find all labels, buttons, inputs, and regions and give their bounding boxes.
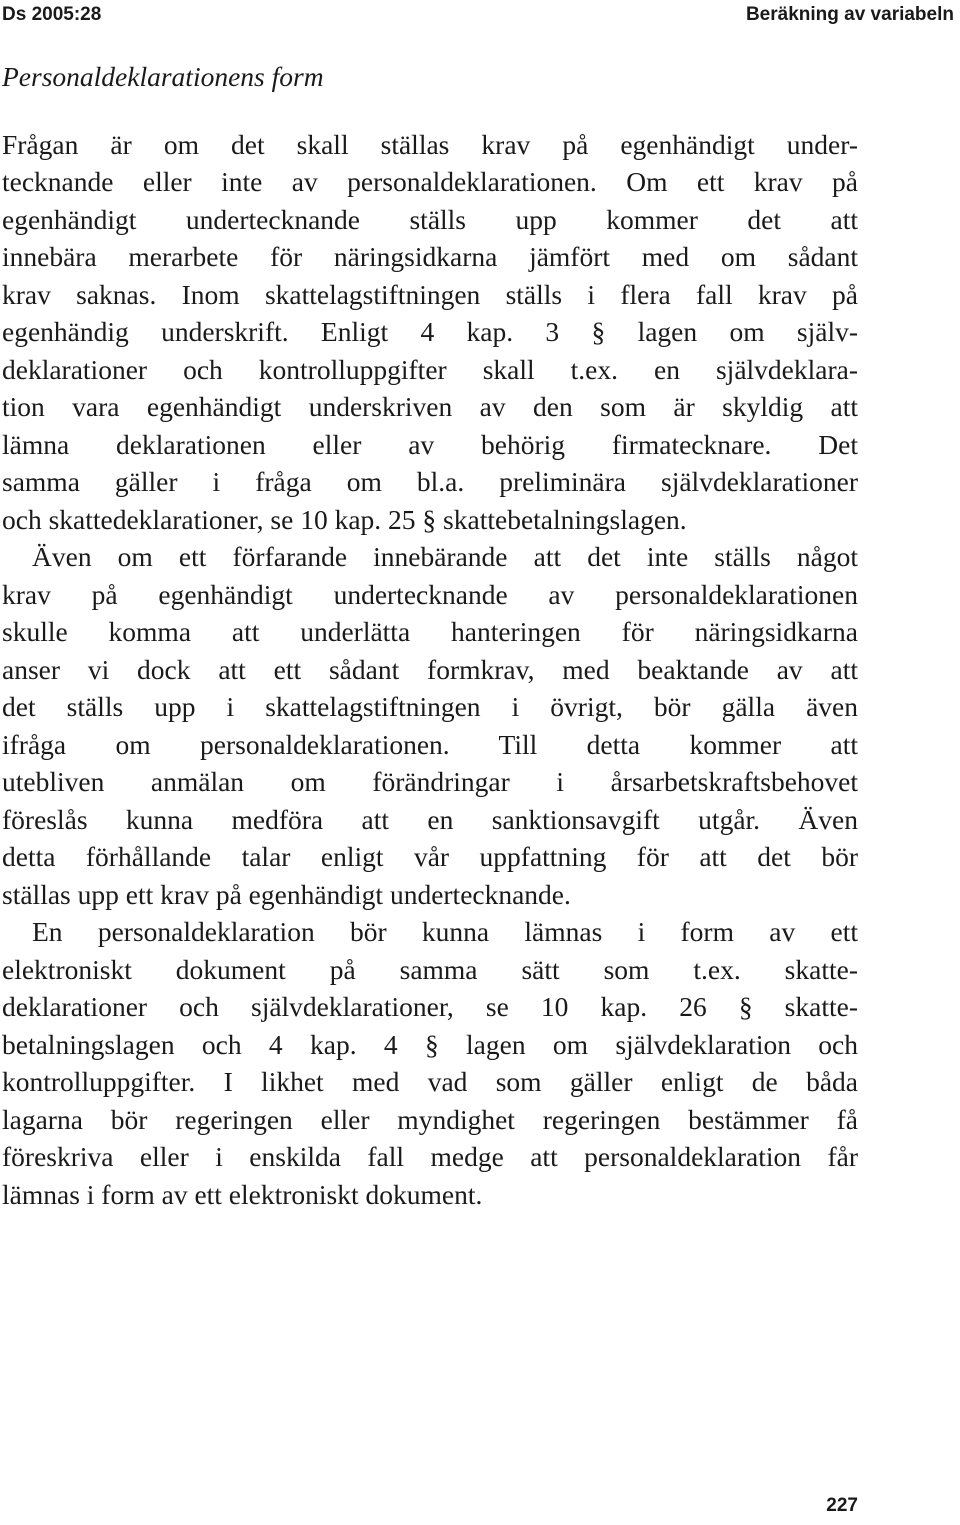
page-header [0, 4, 960, 28]
text-line: lagarna bör regeringen eller myndighet regeringen bestämmer få [2, 1103, 858, 1135]
text-line: tion vara egenhändigt underskriven av den som är skyldig att [2, 391, 858, 422]
document-id: Ds 2005:28 [2, 4, 102, 25]
text-line: Även om ett förfarande innebärande att det inte ställs något [32, 541, 858, 572]
text-line: kontrolluppgifter. I likhet med vad som gäller enligt de båda [2, 1066, 858, 1097]
text-line: tecknande eller inte av personaldeklarationen. Om ett krav på [2, 166, 858, 197]
text-line: En personaldeklaration bör kunna lämnas i form av ett [32, 916, 858, 947]
document-body [2, 58, 858, 1213]
text-line: samma gäller i fråga om bl.a. preliminära självdeklarationer [2, 466, 858, 497]
text-line: ställas upp ett krav på egenhändigt undertecknande. [2, 878, 571, 910]
text-line: utebliven anmälan om förändringar i årsarbetskraftsbehovet [2, 766, 858, 797]
text-line: innebära merarbete för näringsidkarna jämfört med om sådant [2, 241, 858, 272]
text-line: föreslås kunna medföra att en sanktionsavgift utgår. Även [2, 803, 858, 835]
text-line: Frågan är om det skall ställas krav på egenhändigt under- [2, 128, 858, 160]
text-line: egenhändig underskrift. Enligt 4 kap. 3 § lagen om själv- [2, 316, 858, 347]
text-line: och skattedeklarationer, se 10 kap. 25 § skattebetalningslagen. [2, 503, 687, 535]
text-line: egenhändigt undertecknande ställs upp kommer det att [2, 203, 858, 235]
text-line: anser vi dock att ett sådant formkrav, med beaktande av att [2, 653, 858, 685]
text-line: elektroniskt dokument på samma sätt som t.ex. skatte- [2, 953, 858, 985]
page-number: 227 [826, 1495, 858, 1516]
text-line: lämna deklarationen eller av behörig firmatecknare. Det [2, 428, 858, 460]
text-line: deklarationer och självdeklarationer, se 10 kap. 26 § skatte- [2, 991, 858, 1022]
paragraph-2 [2, 538, 858, 913]
text-line: ifråga om personaldeklarationen. Till detta kommer att [2, 728, 858, 760]
text-line: betalningslagen och 4 kap. 4 § lagen om självdeklaration och [2, 1028, 858, 1060]
section-title: Personaldeklarationens form [2, 61, 324, 92]
paragraph-1 [2, 126, 858, 539]
text-line: skulle komma att underlätta hanteringen för näringsidkarna [2, 616, 858, 647]
text-line: krav på egenhändigt undertecknande av personaldeklarationen [2, 578, 858, 610]
paragraph-3 [2, 913, 858, 1213]
text-line: lämnas i form av ett elektroniskt dokument. [2, 1178, 483, 1210]
text-line: krav saknas. Inom skattelagstiftningen ställs i flera fall krav på [2, 278, 858, 310]
chapter-title: Beräkning av variabeln [745, 4, 954, 25]
text-line: deklarationer och kontrolluppgifter skall t.ex. en självdeklara- [2, 353, 858, 385]
text-line: det ställs upp i skattelagstiftningen i övrigt, bör gälla även [2, 691, 858, 722]
text-line: föreskriva eller i enskilda fall medge att personaldeklaration får [2, 1141, 858, 1172]
text-line: detta förhållande talar enligt vår uppfattning för att det bör [2, 841, 858, 872]
